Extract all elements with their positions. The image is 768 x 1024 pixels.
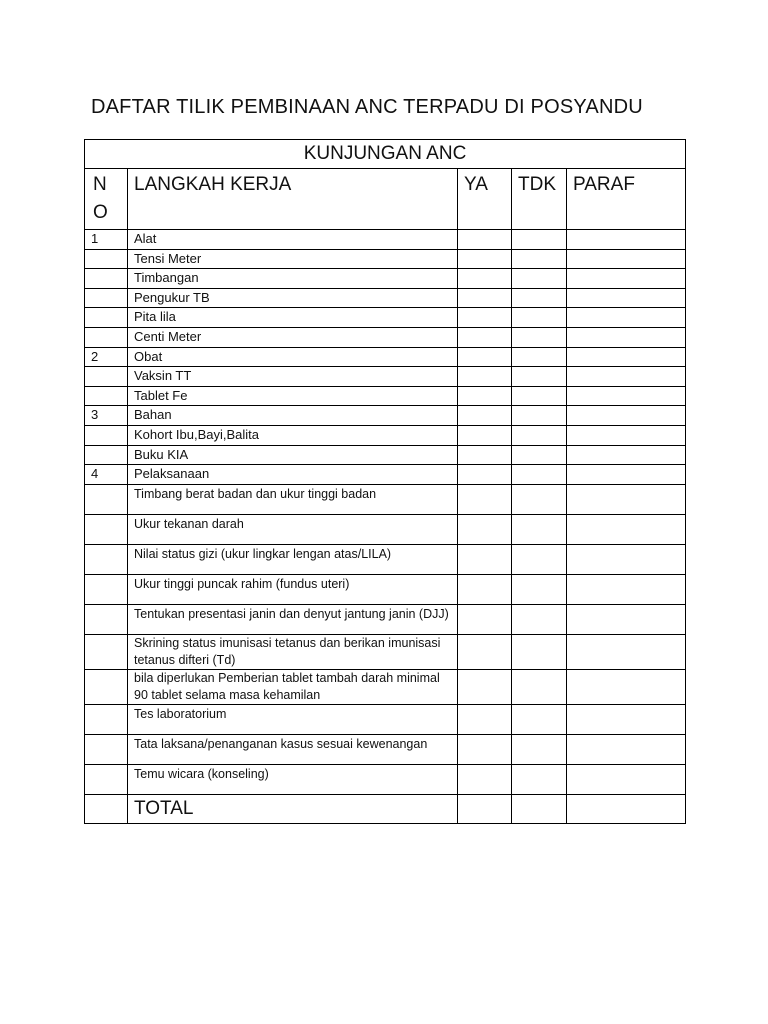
table-row xyxy=(85,425,686,445)
table-row xyxy=(85,386,686,406)
row-step: Tes laboratorium xyxy=(128,704,458,734)
row-ya-cell[interactable] xyxy=(458,445,512,465)
row-step: Tentukan presentasi janin dan denyut jantung janin (DJJ) xyxy=(128,604,458,634)
row-step: Skrining status imunisasi tetanus dan berikan imunisasi tetanus difteri (Td) xyxy=(128,634,458,669)
row-no xyxy=(85,734,128,764)
column-header-row xyxy=(85,169,686,230)
row-ya-cell[interactable] xyxy=(458,634,512,669)
total-label: TOTAL xyxy=(128,794,458,823)
row-tdk-cell[interactable] xyxy=(512,230,567,250)
row-paraf-cell[interactable] xyxy=(567,484,686,514)
row-step: Temu wicara (konseling) xyxy=(128,764,458,794)
row-paraf-cell[interactable] xyxy=(567,465,686,485)
table-row xyxy=(85,704,686,734)
row-no xyxy=(85,604,128,634)
row-paraf-cell[interactable] xyxy=(567,669,686,704)
row-no xyxy=(85,544,128,574)
row-no: 4 xyxy=(85,465,128,485)
row-tdk-cell[interactable] xyxy=(512,574,567,604)
table-row xyxy=(85,734,686,764)
row-tdk-cell[interactable] xyxy=(512,269,567,289)
row-paraf-cell[interactable] xyxy=(567,734,686,764)
total-tdk-cell[interactable] xyxy=(512,794,567,823)
total-no-cell[interactable] xyxy=(85,794,128,823)
row-step: Tata laksana/penanganan kasus sesuai kewenangan xyxy=(128,734,458,764)
row-tdk-cell[interactable] xyxy=(512,406,567,426)
row-ya-cell[interactable] xyxy=(458,249,512,269)
table-row xyxy=(85,308,686,328)
row-ya-cell[interactable] xyxy=(458,669,512,704)
table-row xyxy=(85,514,686,544)
row-paraf-cell[interactable] xyxy=(567,764,686,794)
row-ya-cell[interactable] xyxy=(458,406,512,426)
row-step: Vaksin TT xyxy=(128,367,458,387)
row-step: Nilai status gizi (ukur lingkar lengan atas/LILA) xyxy=(128,544,458,574)
column-header-ya: YA xyxy=(458,169,512,230)
total-paraf-cell[interactable] xyxy=(567,794,686,823)
row-tdk-cell[interactable] xyxy=(512,367,567,387)
table-row xyxy=(85,230,686,250)
table-row xyxy=(85,288,686,308)
row-paraf-cell[interactable] xyxy=(567,604,686,634)
row-ya-cell[interactable] xyxy=(458,574,512,604)
table-row xyxy=(85,327,686,347)
row-no xyxy=(85,386,128,406)
row-no xyxy=(85,574,128,604)
row-step: Tensi Meter xyxy=(128,249,458,269)
row-tdk-cell[interactable] xyxy=(512,445,567,465)
row-paraf-cell[interactable] xyxy=(567,574,686,604)
row-step: Bahan xyxy=(128,406,458,426)
row-tdk-cell[interactable] xyxy=(512,327,567,347)
row-tdk-cell[interactable] xyxy=(512,514,567,544)
document-title: DAFTAR TILIK PEMBINAAN ANC TERPADU DI POSYANDU xyxy=(91,96,643,118)
row-no xyxy=(85,704,128,734)
row-paraf-cell[interactable] xyxy=(567,308,686,328)
section-header: KUNJUNGAN ANC xyxy=(85,140,686,169)
table-row xyxy=(85,465,686,485)
row-tdk-cell[interactable] xyxy=(512,669,567,704)
table-row xyxy=(85,544,686,574)
section-header-row xyxy=(85,140,686,169)
row-no xyxy=(85,445,128,465)
row-ya-cell[interactable] xyxy=(458,288,512,308)
table-row xyxy=(85,764,686,794)
row-step: Pengukur TB xyxy=(128,288,458,308)
row-step: Obat xyxy=(128,347,458,367)
column-header-tdk: TDK xyxy=(512,169,567,230)
row-paraf-cell[interactable] xyxy=(567,634,686,669)
row-ya-cell[interactable] xyxy=(458,764,512,794)
row-ya-cell[interactable] xyxy=(458,367,512,387)
row-no xyxy=(85,249,128,269)
row-ya-cell[interactable] xyxy=(458,514,512,544)
row-no xyxy=(85,484,128,514)
row-no xyxy=(85,269,128,289)
row-ya-cell[interactable] xyxy=(458,327,512,347)
row-ya-cell[interactable] xyxy=(458,604,512,634)
row-no xyxy=(85,634,128,669)
row-tdk-cell[interactable] xyxy=(512,734,567,764)
row-no xyxy=(85,308,128,328)
row-no: 2 xyxy=(85,347,128,367)
row-no xyxy=(85,514,128,544)
row-tdk-cell[interactable] xyxy=(512,465,567,485)
row-step: Pelaksanaan xyxy=(128,465,458,485)
row-paraf-cell[interactable] xyxy=(567,347,686,367)
row-paraf-cell[interactable] xyxy=(567,249,686,269)
row-no: 1 xyxy=(85,230,128,250)
table-row xyxy=(85,574,686,604)
row-paraf-cell[interactable] xyxy=(567,386,686,406)
table-row xyxy=(85,269,686,289)
row-tdk-cell[interactable] xyxy=(512,484,567,514)
row-no xyxy=(85,669,128,704)
column-header-no: NO xyxy=(85,169,128,230)
row-ya-cell[interactable] xyxy=(458,734,512,764)
row-no xyxy=(85,327,128,347)
row-no xyxy=(85,367,128,387)
total-row xyxy=(85,794,686,823)
row-no xyxy=(85,764,128,794)
anc-checklist-table xyxy=(84,139,686,824)
table-row xyxy=(85,249,686,269)
table-row xyxy=(85,604,686,634)
table-row xyxy=(85,484,686,514)
row-step: Timbangan xyxy=(128,269,458,289)
row-tdk-cell[interactable] xyxy=(512,634,567,669)
row-paraf-cell[interactable] xyxy=(567,425,686,445)
row-tdk-cell[interactable] xyxy=(512,347,567,367)
row-paraf-cell[interactable] xyxy=(567,230,686,250)
row-paraf-cell[interactable] xyxy=(567,269,686,289)
row-step: Kohort Ibu,Bayi,Balita xyxy=(128,425,458,445)
row-ya-cell[interactable] xyxy=(458,704,512,734)
row-step: Pita lila xyxy=(128,308,458,328)
row-paraf-cell[interactable] xyxy=(567,704,686,734)
row-paraf-cell[interactable] xyxy=(567,445,686,465)
column-header-paraf: PARAF xyxy=(567,169,686,230)
table-row xyxy=(85,445,686,465)
row-ya-cell[interactable] xyxy=(458,308,512,328)
row-tdk-cell[interactable] xyxy=(512,604,567,634)
row-ya-cell[interactable] xyxy=(458,544,512,574)
row-step: Ukur tinggi puncak rahim (fundus uteri) xyxy=(128,574,458,604)
row-paraf-cell[interactable] xyxy=(567,514,686,544)
row-paraf-cell[interactable] xyxy=(567,367,686,387)
row-tdk-cell[interactable] xyxy=(512,544,567,574)
row-paraf-cell[interactable] xyxy=(567,544,686,574)
row-tdk-cell[interactable] xyxy=(512,308,567,328)
table-row xyxy=(85,634,686,669)
row-ya-cell[interactable] xyxy=(458,465,512,485)
column-header-step: LANGKAH KERJA xyxy=(128,169,458,230)
row-no: 3 xyxy=(85,406,128,426)
row-step: Buku KIA xyxy=(128,445,458,465)
row-tdk-cell[interactable] xyxy=(512,249,567,269)
row-paraf-cell[interactable] xyxy=(567,327,686,347)
row-ya-cell[interactable] xyxy=(458,230,512,250)
table-row xyxy=(85,669,686,704)
row-tdk-cell[interactable] xyxy=(512,704,567,734)
row-step: Ukur tekanan darah xyxy=(128,514,458,544)
row-tdk-cell[interactable] xyxy=(512,288,567,308)
row-ya-cell[interactable] xyxy=(458,386,512,406)
row-ya-cell[interactable] xyxy=(458,269,512,289)
table-row xyxy=(85,347,686,367)
row-ya-cell[interactable] xyxy=(458,347,512,367)
row-paraf-cell[interactable] xyxy=(567,288,686,308)
row-tdk-cell[interactable] xyxy=(512,386,567,406)
row-ya-cell[interactable] xyxy=(458,425,512,445)
table-row xyxy=(85,406,686,426)
row-step: Tablet Fe xyxy=(128,386,458,406)
row-step: bila diperlukan Pemberian tablet tambah darah minimal 90 tablet selama masa kehamilan xyxy=(128,669,458,704)
total-ya-cell[interactable] xyxy=(458,794,512,823)
row-no xyxy=(85,425,128,445)
row-step: Timbang berat badan dan ukur tinggi badan xyxy=(128,484,458,514)
row-tdk-cell[interactable] xyxy=(512,764,567,794)
row-paraf-cell[interactable] xyxy=(567,406,686,426)
row-step: Centi Meter xyxy=(128,327,458,347)
table-row xyxy=(85,367,686,387)
row-ya-cell[interactable] xyxy=(458,484,512,514)
row-step: Alat xyxy=(128,230,458,250)
row-no xyxy=(85,288,128,308)
row-tdk-cell[interactable] xyxy=(512,425,567,445)
